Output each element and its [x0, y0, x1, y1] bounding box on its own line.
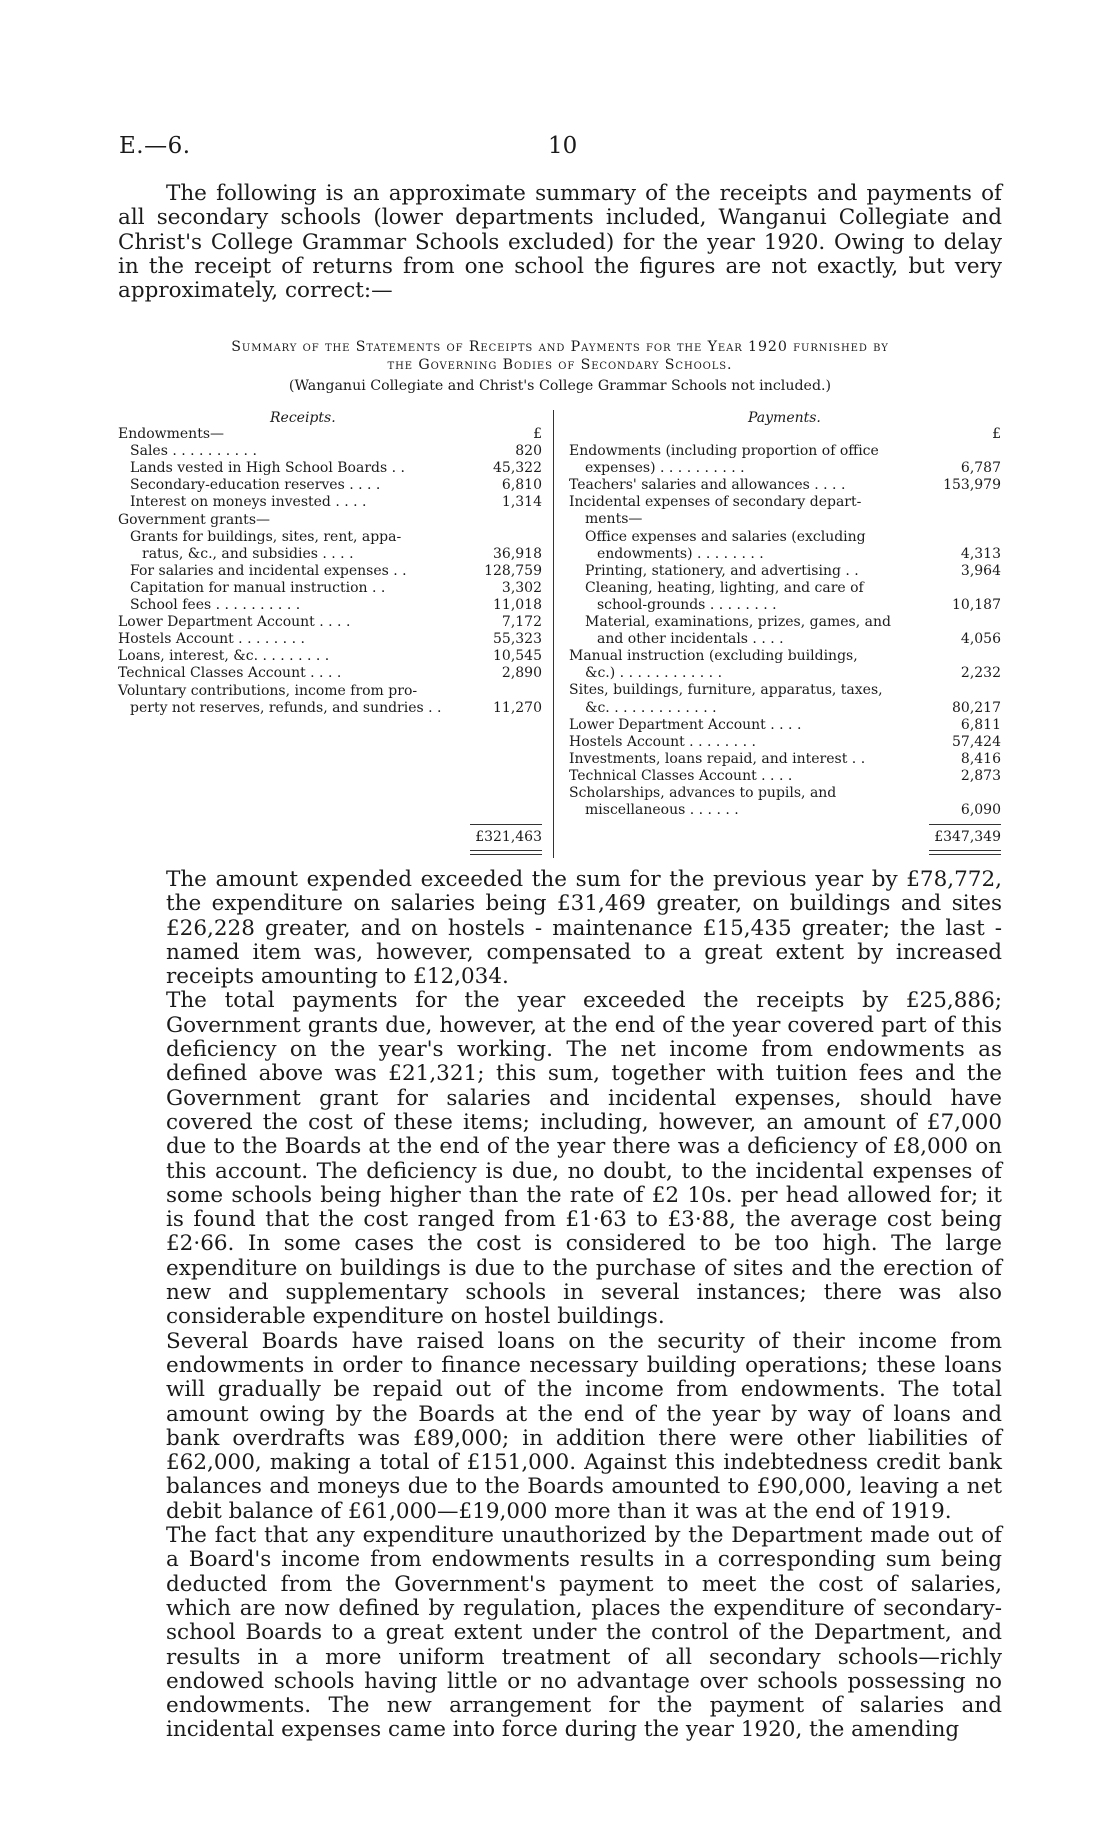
payments-label: Cleaning, heating, lighting, and care of [585, 579, 864, 596]
payments-label: Manual instruction (excluding buildings, [569, 648, 858, 665]
receipts-amount: 11,018 [493, 597, 542, 613]
intro-paragraph [118, 182, 1002, 303]
payments-amount: 2,232 [960, 665, 1001, 682]
receipts-label: Technical Classes Account . . . . [118, 665, 342, 682]
payments-amount: 3,964 [960, 562, 1001, 579]
receipts-label: School fees . . . . . . . . . . [130, 597, 301, 613]
payments-label: Scholarships, advances to pupils, and [569, 785, 837, 801]
payments-currency-header: £ [992, 426, 1001, 442]
paragraph-deficiency: The total payments for the year exceeded the receipts by £25,886; Government grants due, however, at the end of the year covered part of this deficiency on the year's working. The net income from endowments as defined above was £21,321; this sum, together with tuition fees and the Government grant for salaries and incidental expenses, should have covered the cost of these items; including, however, an amount of £7,000 due to the Boards at the end of the year there was a deficiency of £8,000 on this account. The deficiency is due, no doubt, to the incidental expenses of some schools being higher than the rate of £2 10s. per head allowed for; it is found that the cost ranged from £1·63 to £3·88, the average cost being £2·66. In some cases the cost is considered to be too high. The large expenditure on buildings is due to the purchase of sites and the erection of new and supplementary schools in several instances; there was also considerable expenditure on hostel buildings. [166, 988, 1002, 1330]
payments-label: Investments, loans repaid, and interest . . [569, 750, 866, 767]
receipts-amount: 55,323 [493, 631, 542, 648]
payments-double-rule [929, 850, 1001, 855]
payments-label: &c.) . . . . . . . . . . . . [585, 665, 723, 682]
payments-label: Material, examinations, prizes, games, and [585, 614, 891, 630]
payments-label: Hostels Account . . . . . . . . [569, 733, 756, 750]
table-subtitle: (Wanganui Collegiate and Christ's College Grammar Schools not included.) [288, 378, 832, 394]
receipts-amount: 11,270 [493, 699, 542, 716]
receipts-amount: 2,890 [501, 665, 542, 682]
receipts-double-rule [470, 850, 542, 855]
payments-label: &c. . . . . . . . . . . . . [585, 699, 717, 716]
receipts-label: Sales . . . . . . . . . . [130, 443, 257, 460]
payments-label: Office expenses and salaries (excluding [585, 528, 866, 545]
receipts-amount: 3,302 [501, 579, 542, 596]
receipts-label: Government grants— [118, 511, 270, 528]
receipts-label: Lower Department Account . . . . [118, 614, 351, 631]
receipts-amount: 45,322 [493, 460, 542, 477]
payments-total: £347,349 [934, 829, 1001, 845]
payments-label: miscellaneous . . . . . . [585, 802, 739, 819]
payments-label: expenses) . . . . . . . . . . [585, 460, 745, 477]
receipts-label: ratus, &c., and subsidies . . . . [142, 545, 354, 562]
receipts-label: Endowments— [118, 426, 224, 442]
payments-amount: 2,873 [960, 767, 1001, 784]
table-title [118, 338, 1002, 374]
receipts-label: Lands vested in High School Boards . . [130, 460, 405, 477]
receipts-label: Secondary-education reserves . . . . [130, 477, 381, 494]
receipts-amount: 7,172 [501, 614, 542, 631]
receipts-label: Capitation for manual instruction . . [130, 579, 386, 596]
payments-amount: 4,056 [960, 631, 1001, 648]
receipts-amount: 36,918 [493, 545, 542, 562]
payments-amount: 4,313 [960, 545, 1001, 562]
receipts-total-rule [470, 824, 542, 825]
payments-amount: 6,811 [960, 716, 1001, 733]
column-divider [553, 410, 554, 858]
paragraph-loans: Several Boards have raised loans on the security of their income from endowments in order to finance necessary building operations; these loans will gradually be repaid out of the income from endowments. The total amount owing by the Boards at the end of the year by way of loans and bank overdrafts was £89,000; in addition there were other liabilities of £62,000, making a total of £151,000. Against this indebtedness credit bank balances and moneys due to the Boards amounted to £90,000, leaving a net debit balance of £61,000—£19,000 more than it was at the end of 1919. [166, 1328, 1002, 1524]
payments-amount: 10,187 [952, 596, 1001, 613]
payments-amount: 8,416 [960, 750, 1001, 767]
payments-amount: 6,787 [960, 460, 1001, 477]
payments-label: Teachers' salaries and allowances . . . . [569, 477, 846, 494]
payments-amount: 6,090 [960, 802, 1001, 819]
payments-label: ments— [585, 511, 643, 528]
payments-label: Sites, buildings, furniture, apparatus, taxes, [569, 682, 883, 699]
receipts-amount: 1,314 [501, 494, 542, 511]
receipts-label: perty not reserves, refunds, and sundries . . [130, 699, 442, 716]
payments-amount: 80,217 [952, 699, 1001, 716]
intro-text: The following is an approximate summary of the receipts and payments of all secondary schools (lower departments included, Wanganui Collegiate and Christ's College Grammar Schools excluded) for the year 1920. Owing to delay in the receipt of returns from one school the figures are not exactly, but very approximately, correct:— [118, 181, 1002, 304]
receipts-label: Voluntary contributions, income from pro- [118, 682, 418, 699]
receipts-heading: Receipts. [270, 410, 336, 426]
receipts-label: Interest on moneys invested . . . . [130, 494, 367, 511]
receipts-total: £321,463 [475, 829, 542, 845]
receipts-label: Loans, interest, &c. . . . . . . . . [118, 648, 330, 665]
payments-label: school-grounds . . . . . . . . [597, 596, 777, 613]
receipts-amount: 128,759 [484, 562, 542, 579]
receipts-label: Hostels Account . . . . . . . . [118, 631, 305, 648]
payments-label: Endowments (including proportion of office [569, 443, 879, 459]
payments-label: Lower Department Account . . . . [569, 716, 802, 733]
payments-label: endowments) . . . . . . . . [597, 545, 764, 562]
payments-label: Printing, stationery, and advertising . . [585, 562, 859, 579]
receipts-amount: 6,810 [501, 477, 542, 494]
payments-label: and other incidentals . . . . [597, 631, 784, 648]
receipts-amount: 820 [515, 443, 542, 460]
document-code: E.—6. [119, 133, 191, 159]
payments-heading: Payments. [748, 410, 821, 426]
payments-label: Technical Classes Account . . . . [569, 767, 793, 784]
body-text [118, 868, 1002, 1743]
receipts-label: Grants for buildings, sites, rent, appa- [130, 528, 402, 545]
table-title-line2: the Governing Bodies of Secondary Schools. [387, 357, 733, 373]
payments-amount: 153,979 [943, 477, 1001, 494]
paragraph-expenditure: The amount expended exceeded the sum for the previous year by £78,772, the expenditure on salaries being £31,469 greater, on buildings and sites £26,228 greater, and on hostels - maintenance £15,435 greater; the last - named item was, however, compensated to a great extent by increased receipts amounting to £12,034. [166, 867, 1002, 990]
payments-amount: 57,424 [952, 733, 1001, 750]
page-number: 10 [548, 133, 578, 159]
paragraph-control: The fact that any expenditure unauthorized by the Department made out of a Board's income from endowments results in a corresponding sum being deducted from the Government's payment to meet the cost of salaries, which are now defined by regulation, places the expenditure of secondary-school Boards to a great extent under the control of the Department, and results in a more uniform treatment of all secondary schools—richly endowed schools having little or no advantage over schools possessing no endowments. The new arrangement for the payment of salaries and incidental expenses came into force during the year 1920, the amending [166, 1523, 1002, 1743]
receipts-label: For salaries and incidental expenses . . [130, 562, 407, 579]
table-title-line1: Summary of the Statements of Receipts and Payments for the Year 1920 furnished by [231, 339, 889, 355]
receipts-amount: 10,545 [493, 648, 542, 665]
payments-total-rule [929, 824, 1001, 825]
payments-label: Incidental expenses of secondary depart- [569, 494, 862, 511]
receipts-currency-header: £ [533, 426, 542, 442]
